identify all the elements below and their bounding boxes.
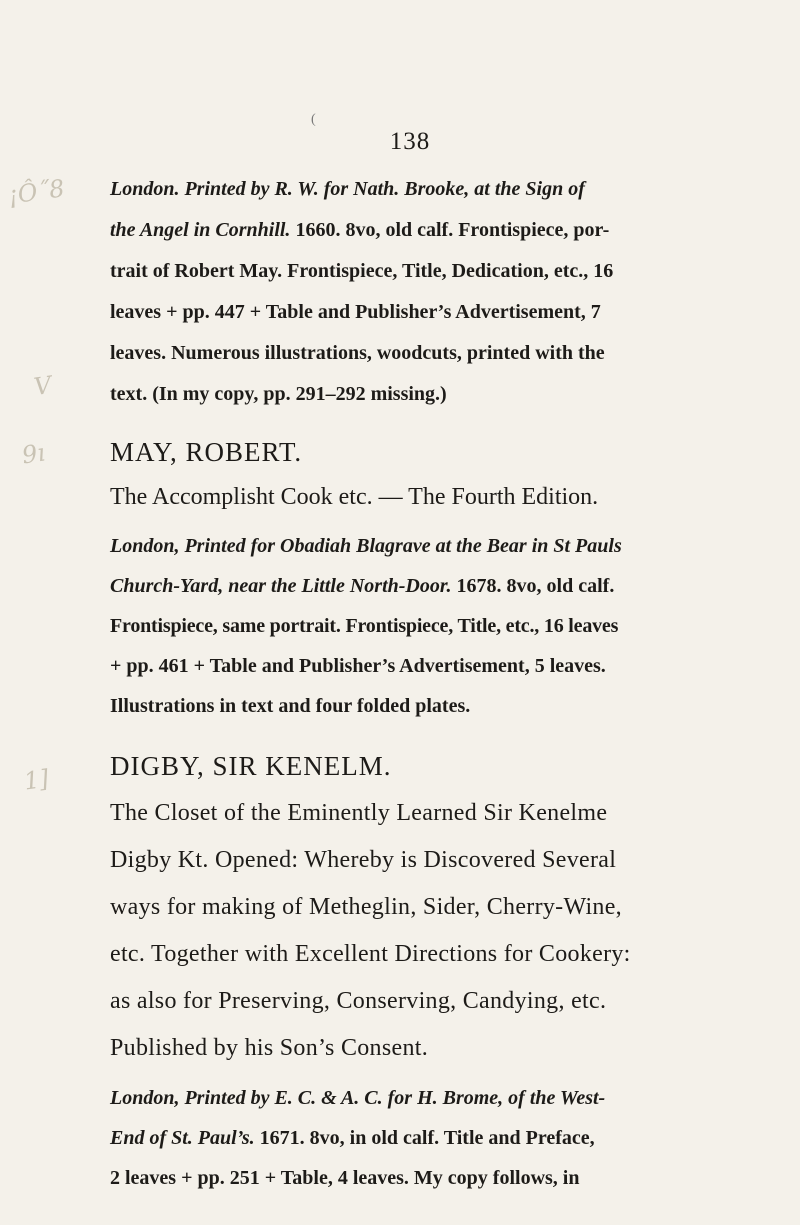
imprint-italic: London. Printed by R. W. for Nath. Brooke, at the Sign of <box>110 178 585 200</box>
description-line <box>110 655 606 678</box>
imprint-line <box>110 1087 605 1110</box>
imprint-line <box>110 178 585 201</box>
imprint-plain: 1671. 8vo, in old calf. Title and Preface, <box>254 1127 595 1149</box>
imprint-line <box>110 219 609 242</box>
description-line <box>110 615 618 638</box>
entry-heading: DIGBY, SIR KENELM. <box>110 751 392 781</box>
description-text: + pp. 461 + Table and Publisher’s Advertisement, 5 leaves. <box>110 655 606 677</box>
imprint-line <box>110 575 614 598</box>
imprint-plain: 1660. 8vo, old calf. Frontispiece, por- <box>290 219 610 241</box>
description-text: leaves + pp. 447 + Table and Publisher’s Advertisement, 7 <box>110 301 601 323</box>
description-line <box>110 383 447 406</box>
description-line <box>110 260 613 283</box>
imprint-italic: London, Printed for Obadiah Blagrave at the Bear in St Pauls <box>110 535 622 557</box>
imprint-italic: the Angel in Cornhill. <box>110 219 291 241</box>
entry-title-line: ways for making of Metheglin, Sider, Cherry-Wine, <box>110 894 622 920</box>
entry-title-line: as also for Preserving, Conserving, Candying, etc. <box>110 988 607 1014</box>
description-text: leaves. Numerous illustrations, woodcuts, printed with the <box>110 342 605 364</box>
entry-title-line: The Closet of the Eminently Learned Sir Kenelme <box>110 800 608 826</box>
page-mark: ( <box>311 112 316 127</box>
entry-title-line: Digby Kt. Opened: Whereby is Discovered Several <box>110 847 617 873</box>
imprint-italic: London, Printed by E. C. & A. C. for H. Brome, of the West- <box>110 1087 606 1109</box>
description-line <box>110 1167 579 1190</box>
imprint-italic: End of St. Paul’s. <box>110 1127 255 1149</box>
description-line <box>110 301 601 324</box>
description-line <box>110 342 605 365</box>
imprint-italic: Church-Yard, near the Little North-Door. <box>110 575 452 597</box>
imprint-line <box>110 1127 595 1150</box>
margin-note: ¡Ô˝8 <box>6 174 67 210</box>
margin-note: V <box>32 370 54 402</box>
entry-title-line: etc. Together with Excellent Directions for Cookery: <box>110 941 631 967</box>
entry-title-line: Published by his Son’s Consent. <box>110 1035 429 1061</box>
margin-note: 1] <box>22 764 51 796</box>
description-text: Illustrations in text and four folded plates. <box>110 695 471 717</box>
description-text: 2 leaves + pp. 251 + Table, 4 leaves. My copy follows, in <box>110 1167 580 1189</box>
imprint-line <box>110 535 622 558</box>
entry-heading: MAY, ROBERT. <box>110 437 303 467</box>
margin-note: 9ı <box>20 438 47 470</box>
description-text: text. (In my copy, pp. 291–292 missing.) <box>110 383 447 405</box>
imprint-plain: 1678. 8vo, old calf. <box>451 575 615 597</box>
entry-title: The Accomplisht Cook etc. — The Fourth Edition. <box>110 484 599 510</box>
description-line <box>110 695 470 718</box>
description-text: trait of Robert May. Frontispiece, Title, Dedication, etc., 16 <box>110 260 614 282</box>
description-text: Frontispiece, same portrait. Frontispiece, Title, etc., 16 leaves <box>110 615 619 637</box>
page-number: 138 <box>389 128 431 155</box>
